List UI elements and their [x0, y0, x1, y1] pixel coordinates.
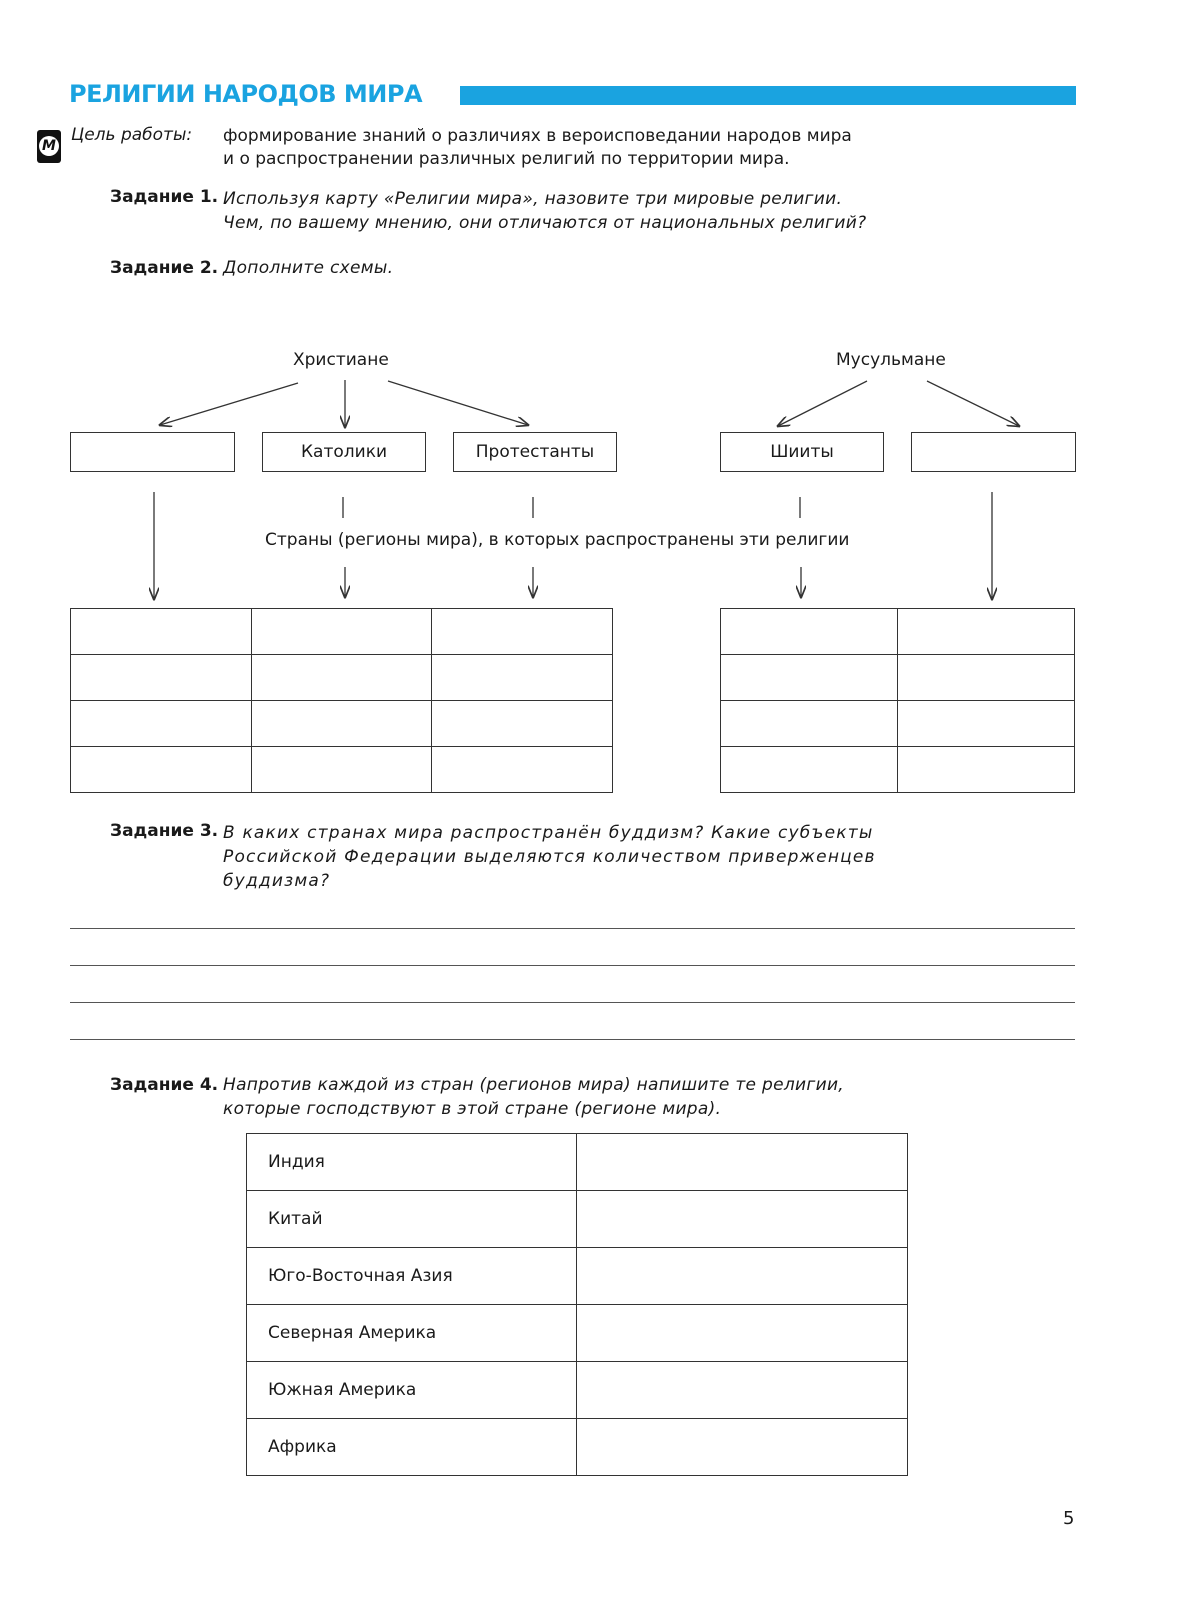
region-name: Юго-Восточная Азия — [247, 1248, 577, 1305]
table-cell[interactable] — [71, 655, 252, 701]
religions-by-region-table — [246, 1133, 908, 1476]
table-cell[interactable] — [898, 701, 1075, 747]
christians-countries-table — [70, 608, 613, 793]
task3-text — [223, 821, 876, 893]
arrow-christians-right — [388, 381, 528, 425]
table-row — [247, 1191, 908, 1248]
region-name: Индия — [247, 1134, 577, 1191]
christians-root: Христиане — [293, 350, 389, 370]
table-cell[interactable] — [252, 655, 432, 701]
religion-answer-cell[interactable] — [577, 1305, 908, 1362]
answer-line[interactable] — [70, 1039, 1075, 1040]
muslims-root: Мусульмане — [836, 350, 946, 370]
table-cell[interactable] — [432, 609, 613, 655]
region-name: Африка — [247, 1419, 577, 1476]
religion-answer-cell[interactable] — [577, 1419, 908, 1476]
task3-line-1: В каких странах мира распространён буддизм? Какие субъекты — [223, 823, 874, 843]
table-row — [247, 1305, 908, 1362]
table-cell[interactable] — [721, 609, 898, 655]
task1-line-2: Чем, по вашему мнению, они отличаются от национальных религий? — [223, 213, 867, 233]
answer-line[interactable] — [70, 928, 1075, 929]
goal-line-2: и о распространении различных религий по территории мира. — [223, 149, 790, 169]
christians-box-protestants: Протестанты — [453, 432, 617, 472]
table-row — [247, 1134, 908, 1191]
task1-label: Задание 1. — [110, 187, 219, 207]
task4-text — [223, 1073, 844, 1121]
goal-label: Цель работы: — [71, 125, 193, 145]
task1-line-1: Используя карту «Религии мира», назовите три мировые религии. — [223, 189, 843, 209]
region-name: Северная Америка — [247, 1305, 577, 1362]
answer-line[interactable] — [70, 1002, 1075, 1003]
christians-box-1[interactable] — [70, 432, 235, 472]
muslims-box-2[interactable] — [911, 432, 1076, 472]
religion-answer-cell[interactable] — [577, 1248, 908, 1305]
table-cell[interactable] — [252, 747, 432, 793]
task3-label: Задание 3. — [110, 821, 219, 841]
task3-line-3: буддизма? — [223, 871, 331, 891]
table-cell[interactable] — [432, 655, 613, 701]
religion-answer-cell[interactable] — [577, 1134, 908, 1191]
religion-answer-cell[interactable] — [577, 1362, 908, 1419]
muslims-countries-table — [720, 608, 1075, 793]
badge-letter: М — [39, 136, 59, 156]
table-cell[interactable] — [721, 747, 898, 793]
table-row — [247, 1362, 908, 1419]
religion-answer-cell[interactable] — [577, 1191, 908, 1248]
arrow-christians-left — [160, 383, 298, 425]
table-cell[interactable] — [71, 701, 252, 747]
goal-line-1: формирование знаний о различиях в вероисповедании народов мира — [223, 126, 852, 146]
scheme-connectors — [0, 0, 1200, 620]
arrow-muslims-right — [927, 381, 1019, 426]
task2-text: Дополните схемы. — [223, 258, 394, 278]
arrow-muslims-left — [778, 381, 867, 426]
region-name: Южная Америка — [247, 1362, 577, 1419]
table-cell[interactable] — [898, 747, 1075, 793]
task2-label: Задание 2. — [110, 258, 219, 278]
muslims-box-shia: Шииты — [720, 432, 884, 472]
table-cell[interactable] — [252, 609, 432, 655]
christians-box-catholics: Католики — [262, 432, 426, 472]
table-row — [247, 1419, 908, 1476]
table-row — [247, 1248, 908, 1305]
table-cell[interactable] — [432, 747, 613, 793]
region-name: Китай — [247, 1191, 577, 1248]
task3-line-2: Российской Федерации выделяются количеством приверженцев — [223, 847, 876, 867]
table-cell[interactable] — [432, 701, 613, 747]
task4-line-1: Напротив каждой из стран (регионов мира) напишите те религии, — [223, 1075, 845, 1095]
answer-line[interactable] — [70, 965, 1075, 966]
table-cell[interactable] — [898, 609, 1075, 655]
table-cell[interactable] — [71, 747, 252, 793]
task4-line-2: которые господствуют в этой стране (регионе мира). — [223, 1099, 722, 1119]
task4-label: Задание 4. — [110, 1075, 219, 1095]
table-cell[interactable] — [898, 655, 1075, 701]
table-cell[interactable] — [721, 655, 898, 701]
page-title: РЕЛИГИИ НАРОДОВ МИРА — [69, 80, 423, 108]
table-cell[interactable] — [71, 609, 252, 655]
countries-caption: Страны (регионы мира), в которых распространены эти религии — [265, 530, 850, 550]
table-cell[interactable] — [252, 701, 432, 747]
page-number: 5 — [1063, 1508, 1075, 1529]
table-cell[interactable] — [721, 701, 898, 747]
